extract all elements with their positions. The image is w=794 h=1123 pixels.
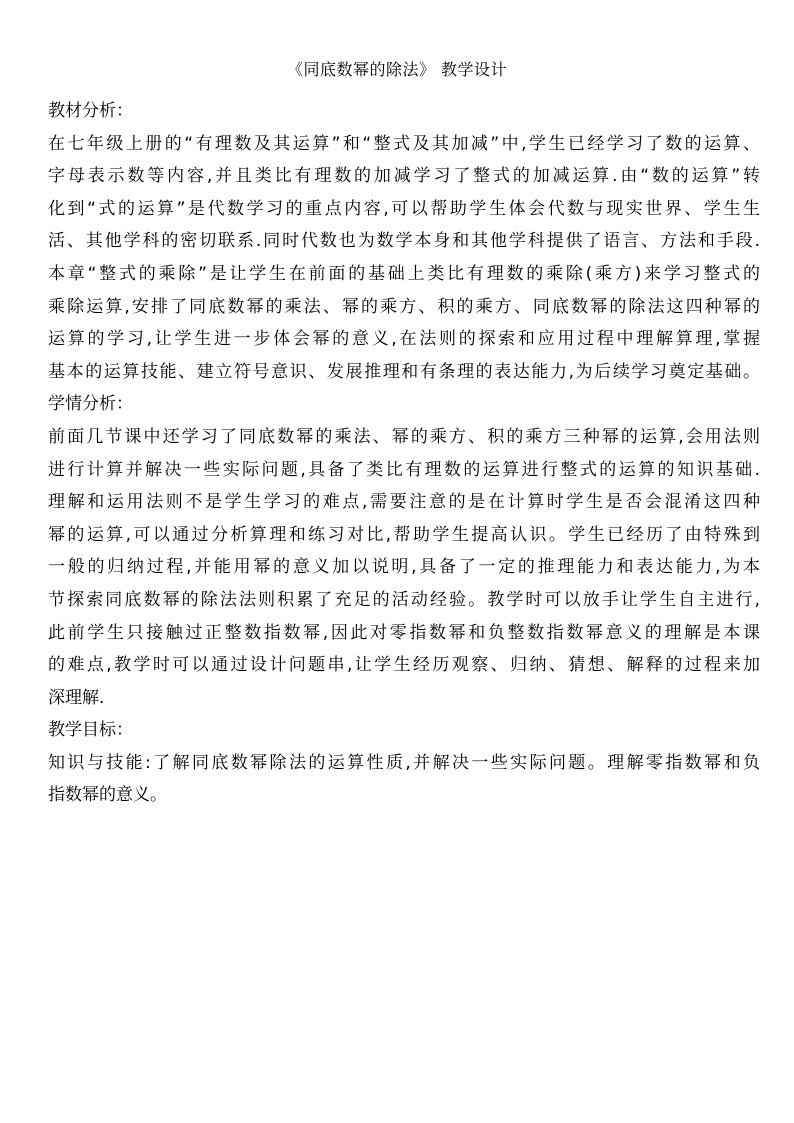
document-body — [48, 95, 760, 812]
paragraph-line: 理解和运用法则不是学生学习的难点,需要注意的是在计算时学生是否会混淆这四种 — [48, 492, 760, 513]
paragraph-line: 在七年级上册的“有理数及其运算”和“整式及其加减”中,学生已经学习了数的运算、 — [48, 133, 760, 154]
paragraph-line: 深理解. — [48, 687, 105, 708]
paragraph-line: 化到“式的运算”是代数学习的重点内容,可以帮助学生体会代数与现实世界、学生生 — [48, 198, 760, 219]
section-heading-teaching-objectives: 教学目标： — [48, 720, 133, 741]
paragraph-line: 乘除运算,安排了同底数幂的乘法、幂的乘方、积的乘方、同底数幂的除法这四种幂的 — [48, 296, 760, 317]
paragraph-line: 知识与技能:了解同底数幂除法的运算性质,并解决一些实际问题。理解零指数幂和负 — [48, 752, 760, 773]
paragraph-line: 此前学生只接触过正整数指数幂,因此对零指数幂和负整数指数幂意义的理解是本课 — [48, 622, 760, 643]
paragraph-line: 进行计算并解决一些实际问题,具备了类比有理数的运算进行整式的运算的知识基础. — [48, 459, 760, 480]
paragraph-line: 一般的归纳过程,并能用幂的意义加以说明,具备了一定的推理能力和表达能力,为本 — [48, 557, 760, 578]
section-heading-student-analysis: 学情分析： — [48, 394, 133, 415]
paragraph-line: 字母表示数等内容,并且类比有理数的加减学习了整式的加减运算.由“数的运算”转 — [48, 166, 760, 187]
paragraph-line: 活、其他学科的密切联系.同时代数也为数学本身和其他学科提供了语言、方法和手段. — [48, 231, 760, 252]
paragraph-line: 运算的学习,让学生进一步体会幂的意义,在法则的探索和应用过程中理解算理,掌握 — [48, 329, 760, 350]
paragraph-line: 前面几节课中还学习了同底数幂的乘法、幂的乘方、积的乘方三种幂的运算,会用法则 — [48, 426, 760, 447]
paragraph-line: 节探索同底数幂的除法法则积累了充足的活动经验。教学时可以放手让学生自主进行, — [48, 589, 760, 610]
paragraph-line: 指数幂的意义。 — [48, 785, 167, 806]
paragraph-line: 的难点,教学时可以通过设计问题串,让学生经历观察、归纳、猜想、解释的过程来加 — [48, 655, 760, 676]
paragraph-line: 幂的运算,可以通过分析算理和练习对比,帮助学生提高认识。学生已经历了由特殊到 — [48, 524, 760, 545]
page-title: 《同底数幂的除法》 教学设计 — [286, 60, 508, 79]
paragraph-line: 基本的运算技能、建立符号意识、发展推理和有条理的表达能力,为后续学习奠定基础。 — [48, 361, 760, 382]
section-heading-textbook-analysis: 教材分析： — [48, 101, 133, 121]
paragraph-line: 本章“整式的乘除”是让学生在前面的基础上类比有理数的乘除(乘方)来学习整式的 — [48, 263, 760, 284]
